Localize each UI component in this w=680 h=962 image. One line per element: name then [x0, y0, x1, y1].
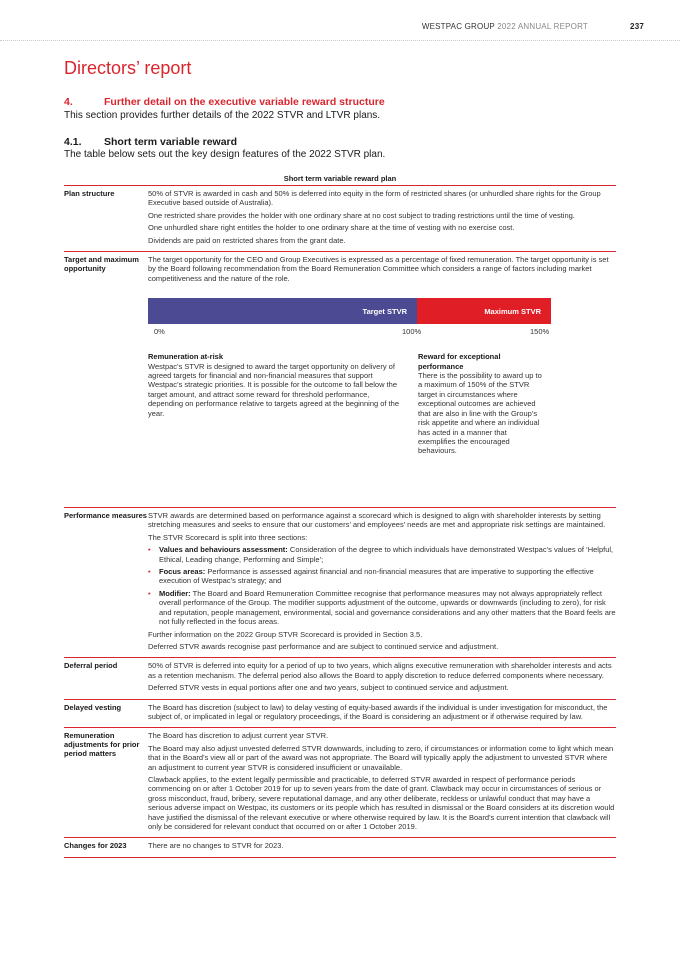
page-title: Directors’ report	[64, 58, 192, 78]
stvr-plan-table	[64, 185, 616, 858]
subsection-intro: The table below sets out the key design features of the 2022 STVR plan.	[64, 149, 386, 160]
report-title	[422, 22, 588, 31]
column-heading: Remuneration at-risk	[148, 352, 224, 362]
row-content	[148, 728, 616, 837]
column-text: Westpac’s STVR is designed to award the target opportunity on delivery of agreed targets for financial and non-financial measures that support Westpac’s strategic priorities. It is possible for the outcome to fall below the target amount, and attract some reward for threshold performance, depending on performance relative to targets agreed at the beginning of the year.	[148, 361, 400, 418]
section-heading	[64, 96, 385, 108]
table-row-plan-structure	[64, 185, 616, 251]
table-row-deferral-period	[64, 657, 616, 698]
subsection-number: 4.1.	[64, 136, 82, 148]
bullet-text: Consideration of the degree to which individuals have demonstrated Westpac’s values of ‘Helpful, Ethical, Leading change, Performing and Simple’;	[159, 545, 614, 564]
row-content	[148, 838, 616, 856]
table-row-target-opportunity	[64, 251, 616, 507]
bullet-item	[148, 567, 616, 586]
table-row-delayed-vesting	[64, 699, 616, 728]
paragraph: The STVR Scorecard is split into three sections:	[148, 532, 308, 542]
tick-label: 150%	[530, 327, 550, 337]
table-row-changes-2023	[64, 837, 616, 856]
bullet-item	[148, 545, 616, 564]
paragraph: 50% of STVR is deferred into equity for a period of up to two years, which aligns executive remuneration with shareholder interests and acts as a retention mechanism. The deferral period also allows the Board to apply discretion to reduce deferred components where necessary.	[148, 661, 612, 680]
report-title-main: WESTPAC GROUP	[421, 22, 495, 31]
row-content	[148, 658, 616, 698]
paragraph: STVR awards are determined based on performance against a scorecard which is designed to align with shareholder interests by setting stretching measures and seeks to ensure that our customers’ and employees’ needs are met and appropriate risk settings are maintained.	[148, 511, 606, 530]
table-bottom-rule	[64, 857, 616, 858]
page-number: 237	[630, 22, 644, 31]
row-label: Remuneration adjustments for prior period matters	[64, 731, 140, 759]
remuneration-at-risk	[148, 352, 404, 455]
row-label: Plan structure	[64, 189, 115, 198]
section-title: Further detail on the executive variable reward structure	[104, 96, 385, 108]
row-content	[148, 508, 616, 657]
column-text: There is the possibility to award up to a maximum of 150% of the STVR target in circumstances where exceptional outcomes are achieved that are also in line with the Group’s risk appetite and where an individual has acted in a manner that exemplifies the encouraged behaviours.	[418, 371, 542, 456]
paragraph: The Board has discretion (subject to law) to delay vesting of equity-based awards if the individual is under investigation for misconduct, the subject of, or implicated in legal or regulatory proceedings, if the Board is considering an adjustment or if otherwise required by law.	[148, 702, 608, 721]
table-row-remuneration-adjustments	[64, 727, 616, 837]
row-content	[148, 186, 616, 251]
bullet-term: Values and behaviours assessment:	[159, 545, 288, 555]
tick-label: 100%	[402, 327, 422, 337]
page-header	[64, 20, 644, 40]
bar-axis	[148, 327, 551, 341]
paragraph: The target opportunity for the CEO and Group Executives is expressed as a percentage of fixed remuneration. The target opportunity is set by the Board following recommendation from the Board Remuneration Committee which considers a range of factors including market competitiveness and the nature of the role.	[148, 255, 609, 283]
reward-exceptional-performance	[418, 352, 546, 455]
bullet-text: Performance is assessed against financial and non-financial measures that are imperative to supporting the effective execution of Westpac’s strategy; and	[159, 567, 594, 586]
paragraph: The Board has discretion to adjust current year STVR.	[148, 731, 329, 741]
header-divider	[0, 40, 680, 41]
opportunity-columns	[148, 352, 616, 455]
maximum-stvr-segment: Maximum STVR	[417, 298, 551, 324]
paragraph: The Board may also adjust unvested deferred STVR downwards, including to zero, if circumstances or information come to light which mean that in the Board’s view all or part of the award was not appropriate. The Board will typically apply the adjustment to unvested STVR where an adjustment to current year STVR is considered insufficient or unavailable.	[148, 743, 614, 772]
paragraph: Deferred STVR vests in equal portions after one and two years, subject to continued service and adjustment.	[148, 683, 509, 693]
paragraph: 50% of STVR is awarded in cash and 50% is deferred into equity in the form of restricted shares (or unhurdled share rights for the Group Executive based outside of Australia).	[148, 189, 601, 208]
paragraph: Dividends are paid on restricted shares from the grant date.	[148, 235, 346, 245]
subsection-heading	[64, 136, 237, 148]
section-intro: This section provides further details of the 2022 STVR and LTVR plans.	[64, 110, 381, 121]
stvr-opportunity-bar	[148, 298, 551, 324]
row-content	[148, 252, 616, 507]
row-label: Deferral period	[64, 661, 118, 671]
paragraph: There are no changes to STVR for 2023.	[148, 841, 284, 851]
row-label: Target and maximum opportunity	[64, 255, 139, 274]
column-heading: Reward for exceptional performance	[418, 352, 501, 371]
subsection-title: Short term variable reward	[104, 136, 238, 148]
row-label: Performance measures	[64, 511, 147, 521]
target-stvr-segment: Target STVR	[148, 298, 417, 324]
report-title-year: 2022 ANNUAL REPORT	[497, 22, 588, 31]
table-row-performance-measures	[64, 507, 616, 657]
paragraph: One unhurdled share right entitles the holder to one ordinary share at the time of vesting with no exercise cost.	[148, 223, 515, 233]
paragraph: Further information on the 2022 Group STVR Scorecard is provided in Section 3.5.	[148, 629, 423, 639]
bullet-item	[148, 589, 616, 627]
bullet-term: Modifier:	[159, 588, 191, 598]
paragraph: Clawback applies, to the extent legally permissible and practicable, to deferred STVR awarded in respect of performance periods commencing on or after 1 October 2019 for up to seven years from the date of grant. Clawback may occur in circumstances of serious or gross misconduct, fraud, bribery, severe reputational damage, and any other deliberate, reckless or unlawful conduct that may have a serious adverse impact on Westpac, its customers or its people which has resulted in dismissal or the Board considers at its discretion would have justified the dismissal of the relevant executive or where otherwise required by law. It is the Board’s current intention that clawback will only be considered for relevant conduct that occurred on or after 1 October 2019.	[148, 774, 615, 831]
row-label: Changes for 2023	[64, 841, 127, 851]
section-number: 4.	[64, 96, 73, 108]
tick-label: 0%	[154, 327, 165, 337]
row-content	[148, 700, 616, 728]
bullet-term: Focus areas:	[159, 567, 206, 577]
paragraph: Deferred STVR awards recognise past performance and are subject to continued service and adjustment.	[148, 641, 499, 651]
paragraph: One restricted share provides the holder with one ordinary share at no cost subject to trading restrictions until the time of vesting.	[148, 210, 575, 220]
row-label: Delayed vesting	[64, 702, 122, 712]
table-caption: Short term variable reward plan	[283, 174, 397, 183]
bullet-text: The Board and Board Remuneration Committee recognise that performance measures may not always appropriately reflect overall performance of the Group. The modifier supports adjustment of the outcome, upwards or downwards (including to zero), for risk and reputation, people management, environmental, social and governance considerations and any other matters that the Board feels are not fully reflected in the focus areas.	[159, 588, 616, 627]
